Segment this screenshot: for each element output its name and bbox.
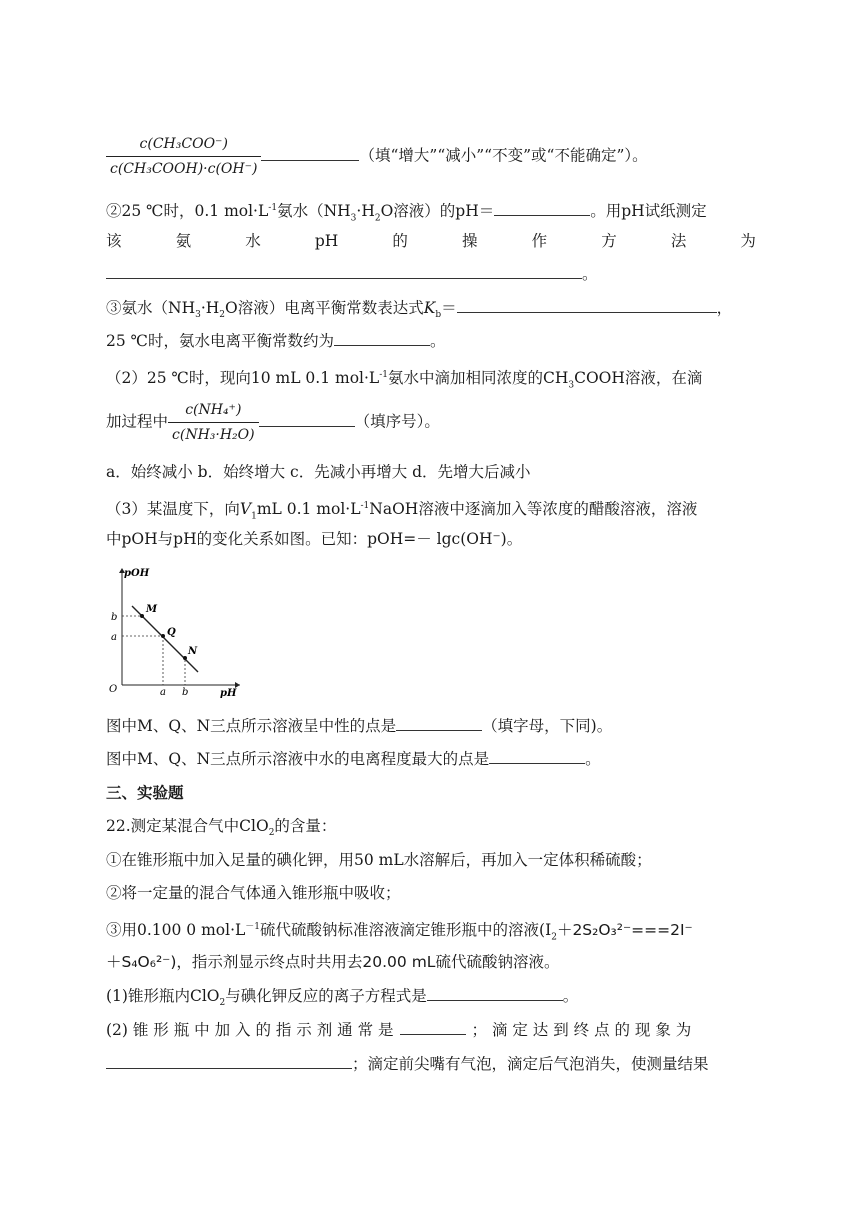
italic-k: K [423,299,436,317]
word: 方 [601,232,617,250]
subscript: 2 [219,998,226,1009]
text: (2) 锥 形 瓶 中 加 入 的 指 示 剂 通 常 是 [106,1021,394,1039]
text: O溶液）电离平衡常数表达式 [225,299,424,317]
answer-blank[interactable] [396,716,482,731]
answer-blank[interactable] [427,986,563,1001]
fraction [106,134,261,179]
text: COOH溶液，在滴 [574,369,703,388]
data-point [183,656,187,660]
word: pH [314,232,339,250]
point-label: N [188,646,198,657]
fraction-line-2 [106,400,440,445]
fraction-denominator: c(CH₃COOH)·c(OH⁻) [110,161,258,177]
text: mL 0.1 mol·L [256,500,361,519]
word: 法 [670,232,687,250]
word: 氨 [175,232,192,250]
y-tick-label: b [111,612,118,623]
answer-blank[interactable] [400,1020,466,1035]
origin-label: O [109,684,118,695]
text: 。 [430,332,446,350]
options-line: a．始终减小 b．始终增大 c．先减小再增大 d．先增大后减小 [106,463,531,481]
answer-blank[interactable] [494,201,590,216]
point-label: Q [167,627,176,638]
text: NaOH溶液中逐滴加入等浓度的醋酸溶液，溶液 [369,500,698,519]
instruction-text: （填“增大”“减小”“不变”或“不能确定”）。 [359,146,648,165]
subscript: 2 [219,310,226,321]
sub-question-2 [106,1020,691,1040]
x-tick-label: b [182,687,189,698]
subscript: 1 [251,511,257,522]
word: 该 [106,232,122,250]
question-22-title [106,816,336,843]
answer-blank[interactable] [259,412,355,427]
section-heading: 三、实验题 [106,784,184,802]
fraction-numerator: c(CH₃COO⁻) [106,134,261,157]
text: （填字母，下同)。 [482,717,613,735]
text: ③氨水（NH [106,299,196,317]
text: 。 [585,750,601,768]
part-2-line [106,365,702,395]
text: 氨水（NH [277,202,351,221]
text: 氨水中滴加相同浓度的CH [387,369,569,388]
text: ；滴定前尖嘴有气泡，滴定后气泡消失，使测量结果 [352,1055,709,1073]
text: 图中M、Q、N三点所示溶液呈中性的点是 [106,717,397,735]
word: 操 [461,232,478,250]
step-2: ②将一定量的混合气体通入锥形瓶中吸收； [106,884,401,902]
text: O溶液）的pH＝ [380,202,495,221]
word: 作 [531,232,548,250]
question-2-line [106,198,707,228]
text: ＝ [441,299,457,317]
text: （3）某温度下，向 [106,500,240,519]
fraction-line [106,134,648,179]
answer-blank[interactable] [489,749,585,764]
part-3-line [106,496,697,526]
text: ； 滴 定 达 到 终 点 的 现 象 为 [471,1021,692,1039]
superscript: -1 [268,203,278,213]
answer-blank[interactable] [106,264,582,279]
sub-question-2-continued [106,1054,709,1074]
subscript: b [435,310,442,321]
ionization-constant-line [106,331,446,351]
text: ②25 ℃时，0.1 mol·L [106,202,269,221]
text: 的含量： [274,817,337,835]
fraction-denominator: c(NH₃·H₂O) [172,427,255,443]
fraction [168,400,259,445]
word: 水 [245,232,261,250]
superscript: -1 [360,501,370,511]
superscript: -1 [379,370,388,380]
text: ·H [356,202,375,221]
subscript: 2 [268,828,275,839]
text: 硫代硫酸钠标准溶液滴定锥形瓶中的溶液(I [260,921,552,940]
subscript: 3 [350,213,357,224]
text: (1)锥形瓶内ClO [106,987,220,1005]
word: 的 [392,232,408,250]
subscript: 2 [374,213,381,224]
x-axis-label: pH [220,688,237,699]
text: 加过程中 [106,412,169,431]
italic-v: V [239,500,252,519]
step-3 [106,917,693,947]
text: ③用0.100 0 mol·L [106,921,246,940]
text: 25 ℃时，氨水电离平衡常数约为 [106,332,334,350]
answer-blank[interactable] [261,146,359,161]
justified-line [106,231,756,251]
text: 。 [582,265,598,283]
text: 。 [562,987,579,1005]
point-label: M [146,604,158,615]
text: （2）25 ℃时，现向10 mL 0.1 mol·L [106,369,380,388]
superscript: －1 [245,922,261,932]
fraction-numerator: c(NH₄⁺) [168,400,259,423]
step-1: ①在锥形瓶中加入足量的碘化钾，用50 mL水溶解后，再加入一定体积稀硫酸； [106,851,652,869]
x-tick-label: a [160,687,166,698]
definition-line: 中pOH与pH的变化关系如图。已知：pOH=－ lgc(OH⁻)。 [106,530,523,548]
sub-question-1 [106,986,578,1013]
answer-blank[interactable] [457,298,717,313]
subscript: 2 [551,932,557,943]
subscript: 3 [195,310,201,321]
data-point [140,614,144,618]
equation-text: ＋2S₂O₃²⁻===2I⁻ [556,921,693,940]
question-ionization-line [106,749,601,769]
subscript: 3 [568,380,575,391]
text: 22.测定某混合气中ClO [106,817,269,835]
answer-blank[interactable] [106,1054,352,1069]
text: 。用pH试纸测定 [590,202,707,221]
data-point [161,634,165,638]
text: ， [716,299,733,317]
question-3-line [106,298,732,325]
step-3-continued: ＋S₄O₆²⁻)，指示剂显示终点时共用去20.00 mL硫代硫酸钠溶液。 [106,953,560,971]
text: 与碘化钾反应的离子方程式是 [225,987,427,1005]
text: （填序号）。 [354,412,440,431]
question-neutral-line [106,716,612,736]
poh-ph-chart [106,564,246,700]
answer-blank[interactable] [334,331,430,346]
text: 图中M、Q、N三点所示溶液中水的电离程度最大的点是 [106,750,490,768]
word: 为 [740,232,756,250]
text: ·H [200,299,220,317]
y-axis-label: pOH [124,568,150,579]
y-tick-label: a [111,632,117,643]
answer-line [106,264,598,284]
